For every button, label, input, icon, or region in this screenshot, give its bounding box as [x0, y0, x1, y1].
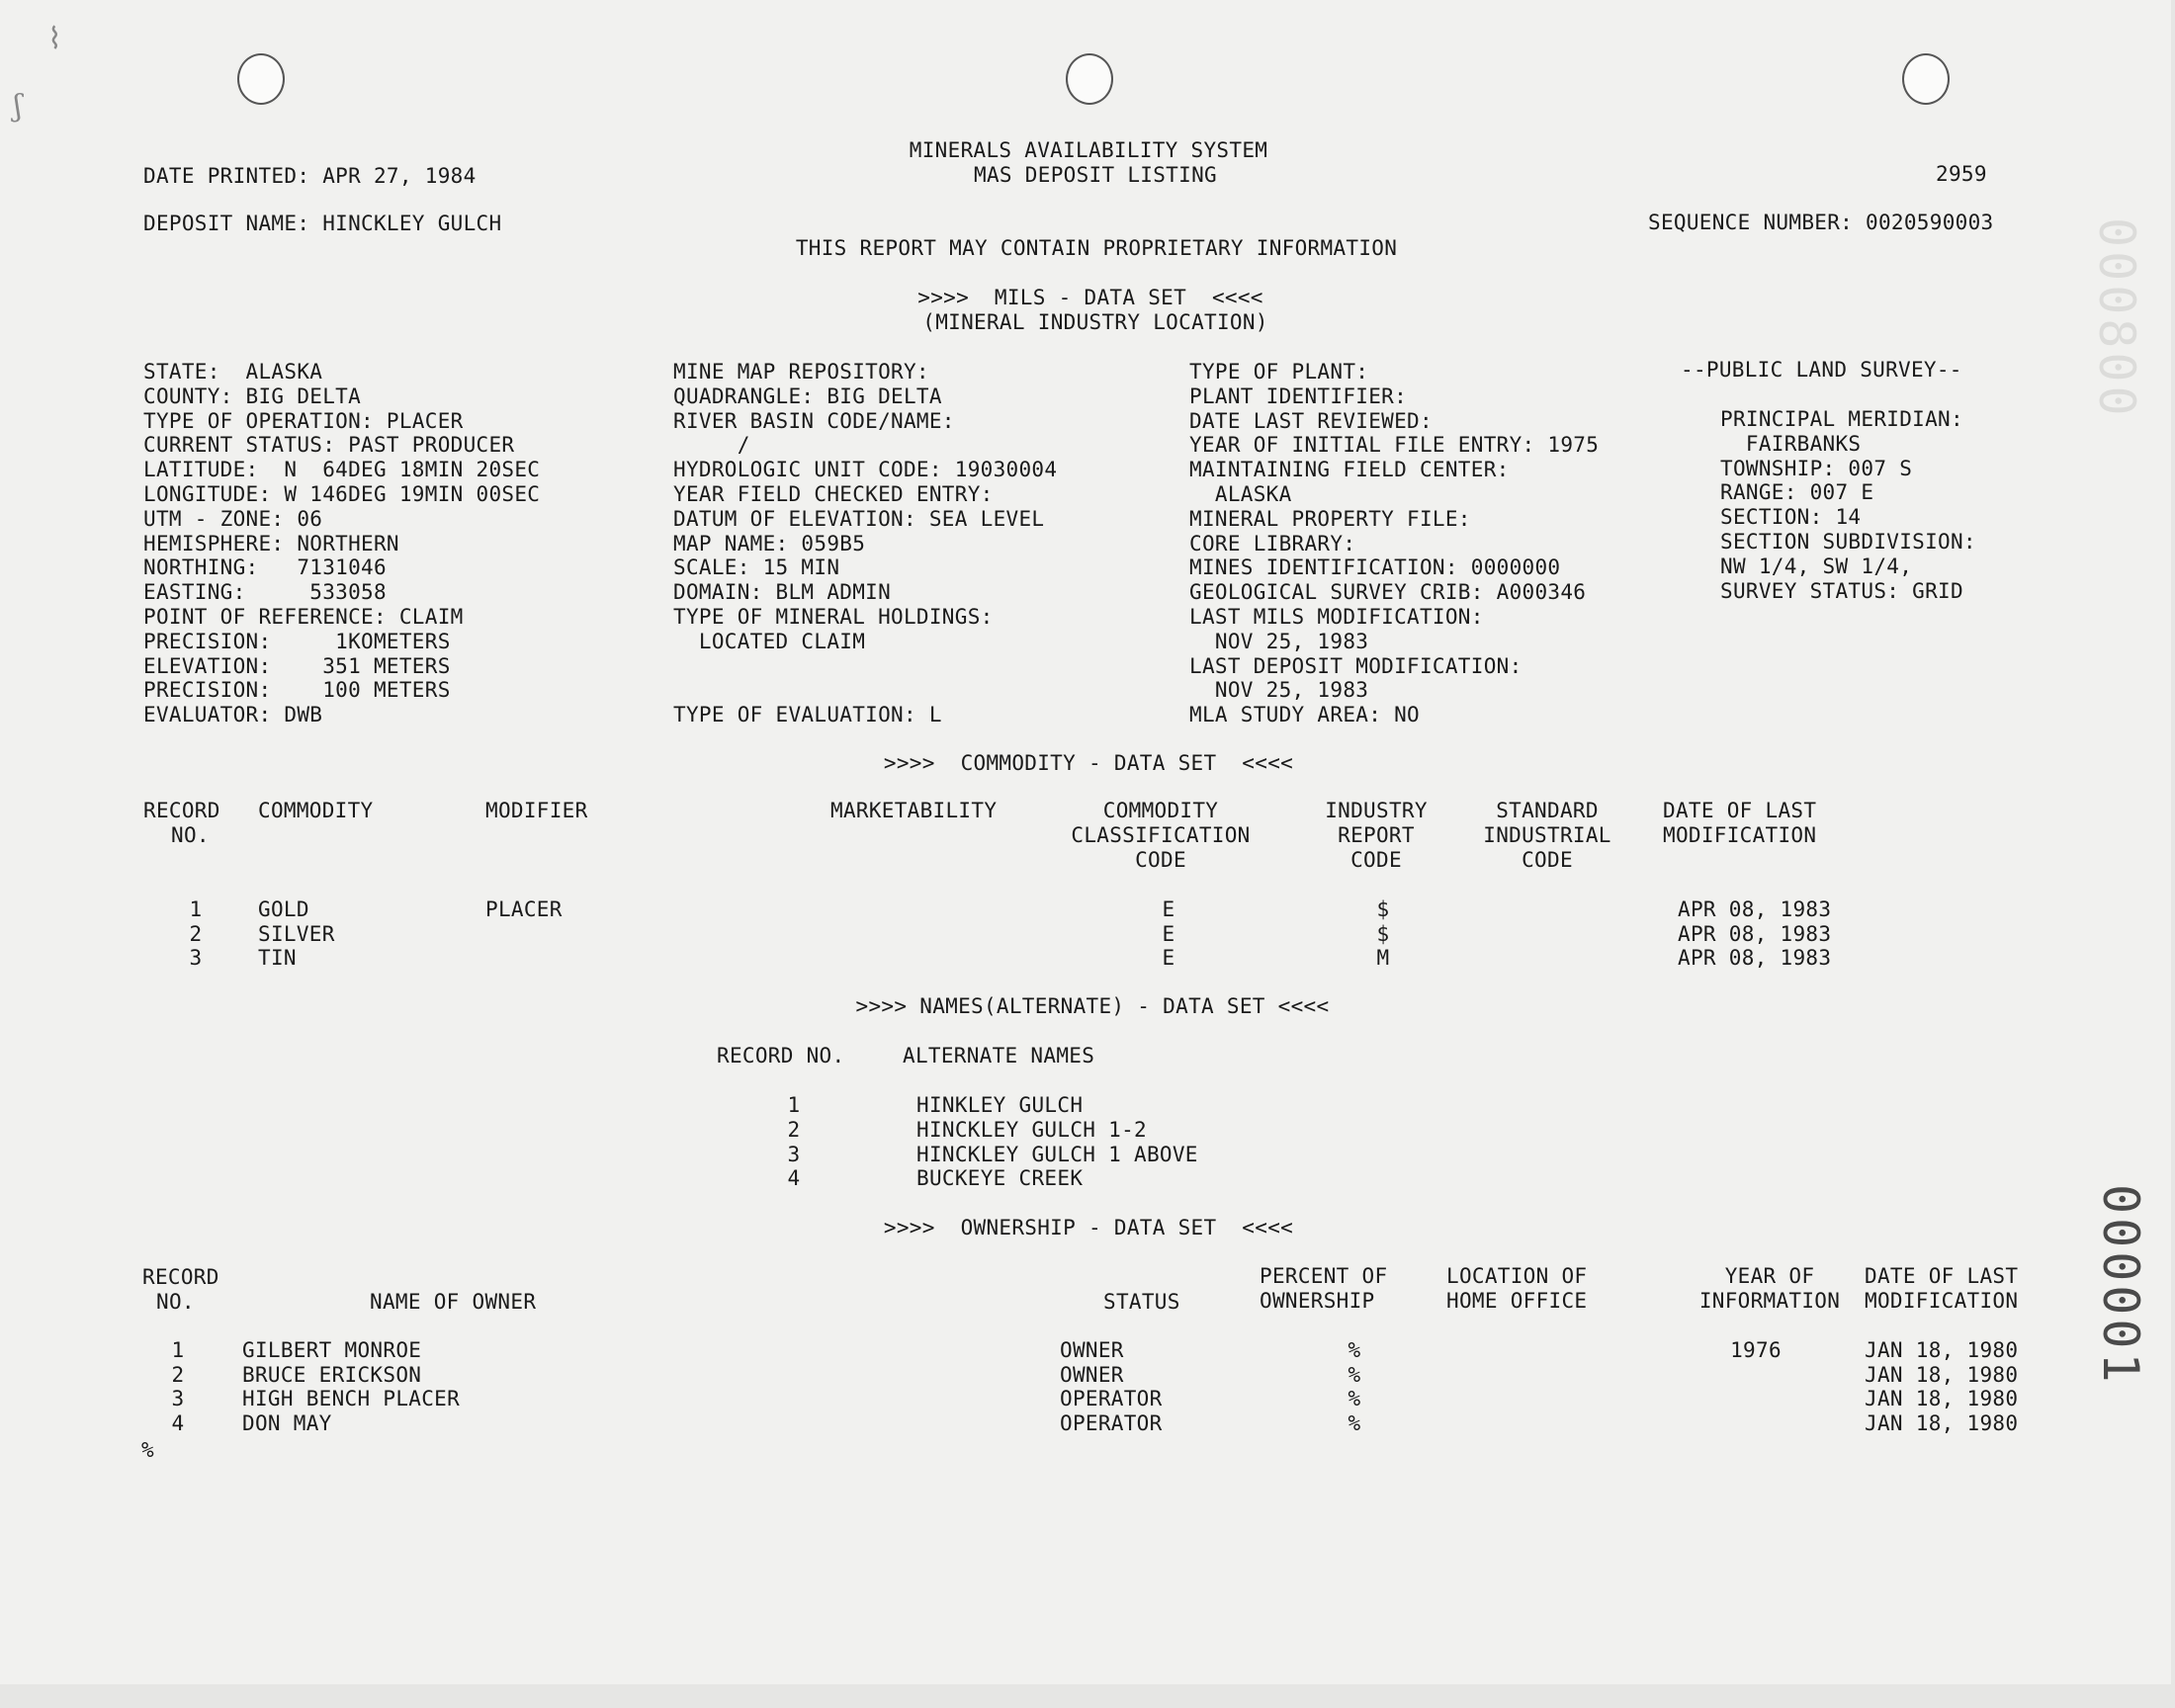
date-modified: JAN 18, 1980: [1865, 1410, 2019, 1435]
date-modified: JAN 18, 1980: [1865, 1387, 2019, 1410]
mils-field: MINE MAP REPOSITORY:: [673, 360, 929, 384]
listing-title: MAS DEPOSIT LISTING: [974, 163, 1217, 187]
survey-field: SECTION SUBDIVISION:: [1720, 530, 1976, 554]
owner-name: BRUCE ERICKSON: [242, 1362, 422, 1387]
date-modified: JAN 18, 1980: [1865, 1338, 2019, 1362]
mils-field: TYPE OF EVALUATION: L: [673, 703, 942, 726]
alternate-name: HINCKLEY GULCH 1-2: [916, 1117, 1147, 1142]
col-record-no: RECORD NO.: [717, 1044, 845, 1068]
ownership-percent: %: [1348, 1362, 1361, 1387]
mils-field: NOV 25, 1983: [1189, 678, 1369, 702]
mils-title: >>>> MILS - DATA SET <<<<: [917, 286, 1263, 309]
mils-field: LATITUDE: N 64DEG 18MIN 20SEC: [143, 458, 541, 481]
owner-status: OPERATOR: [1060, 1410, 1163, 1435]
row-number: 1: [171, 1338, 185, 1362]
classification-code: E: [1162, 921, 1175, 946]
owner-status: OPERATOR: [1060, 1387, 1163, 1410]
mils-field: GEOLOGICAL SURVEY CRIB: A000346: [1189, 580, 1587, 604]
mils-field: PRECISION: 1KOMETERS: [143, 630, 451, 653]
owner-name: DON MAY: [242, 1410, 332, 1435]
col-location: HOME OFFICE: [1446, 1289, 1588, 1313]
col-modifier: MODIFIER: [485, 799, 588, 822]
col-standard-code: STANDARD: [1496, 799, 1599, 822]
col-standard-code: INDUSTRIAL: [1483, 823, 1611, 847]
system-title: MINERALS AVAILABILITY SYSTEM: [909, 138, 1268, 162]
sequence-number: SEQUENCE NUMBER: 0020590003: [1648, 211, 1994, 234]
alternate-name: BUCKEYE CREEK: [916, 1166, 1084, 1191]
page-number: 2959: [1936, 162, 1987, 186]
margin-stamp: 000001: [2092, 1184, 2149, 1387]
mils-field: QUADRANGLE: BIG DELTA: [673, 384, 942, 408]
mils-field: DATE LAST REVIEWED:: [1189, 409, 1433, 433]
col-alternate-names: ALTERNATE NAMES: [903, 1044, 1095, 1068]
date-modified: APR 08, 1983: [1678, 897, 1832, 921]
ownership-title: >>>> OWNERSHIP - DATA SET <<<<: [883, 1216, 1294, 1239]
mils-field: MLA STUDY AREA: NO: [1189, 703, 1420, 726]
mils-field: PRECISION: 100 METERS: [143, 678, 451, 702]
col-classification: CLASSIFICATION: [1071, 823, 1251, 847]
mils-field: YEAR FIELD CHECKED ENTRY:: [673, 482, 994, 506]
commodity-modifier: PLACER: [485, 897, 563, 921]
mils-field: SCALE: 15 MIN: [673, 555, 840, 579]
ownership-percent: %: [1348, 1387, 1361, 1410]
mils-subtitle: (MINERAL INDUSTRY LOCATION): [922, 310, 1268, 334]
mils-field: TYPE OF PLANT:: [1189, 360, 1369, 384]
row-number: 2: [189, 921, 203, 946]
classification-code: E: [1162, 946, 1175, 970]
mils-field: LAST MILS MODIFICATION:: [1189, 605, 1484, 629]
mils-field: EVALUATOR: DWB: [143, 703, 323, 726]
col-date-modified: MODIFICATION: [1865, 1289, 2019, 1313]
mils-field: EASTING: 533058: [143, 580, 387, 604]
col-record: RECORD: [142, 1265, 219, 1289]
date-modified: APR 08, 1983: [1678, 946, 1832, 970]
col-industry-code: REPORT: [1338, 823, 1415, 847]
classification-code: E: [1162, 897, 1175, 921]
mils-field: LONGITUDE: W 146DEG 19MIN 00SEC: [143, 482, 541, 506]
col-industry-code: INDUSTRY: [1325, 799, 1428, 822]
mils-field: /: [673, 433, 750, 457]
col-status: STATUS: [1103, 1290, 1180, 1314]
mils-field: CURRENT STATUS: PAST PRODUCER: [143, 433, 515, 457]
row-number: 4: [171, 1410, 185, 1435]
date-printed: DATE PRINTED: APR 27, 1984: [143, 164, 477, 188]
mils-field: MAINTAINING FIELD CENTER:: [1189, 458, 1510, 481]
mils-field: NORTHING: 7131046: [143, 555, 387, 579]
industry-code: $: [1376, 897, 1390, 921]
mils-field: CORE LIBRARY:: [1189, 532, 1356, 555]
mils-field: DOMAIN: BLM ADMIN: [673, 580, 892, 604]
col-year: INFORMATION: [1698, 1289, 1841, 1313]
owner-name: HIGH BENCH PLACER: [242, 1387, 461, 1410]
survey-field: RANGE: 007 E: [1720, 480, 1874, 504]
commodity-name: GOLD: [258, 897, 309, 921]
mils-field: HEMISPHERE: NORTHERN: [143, 532, 399, 555]
mils-field: ALASKA: [1189, 482, 1292, 506]
name-record-no: 2: [787, 1117, 801, 1142]
mils-field: YEAR OF INITIAL FILE ENTRY: 1975: [1189, 433, 1600, 457]
pencil-mark-icon: ʃ: [14, 89, 23, 124]
survey-field: PRINCIPAL MERIDIAN:: [1720, 407, 1963, 431]
commodity-name: TIN: [258, 946, 297, 970]
survey-field: NW 1/4, SW 1/4,: [1720, 555, 1913, 578]
row-number: 3: [189, 946, 203, 970]
ownership-percent: %: [1348, 1338, 1361, 1362]
col-classification: COMMODITY: [1102, 799, 1219, 822]
mils-field: DATUM OF ELEVATION: SEA LEVEL: [673, 507, 1045, 531]
name-record-no: 4: [787, 1166, 801, 1191]
industry-code: $: [1376, 921, 1390, 946]
survey-field: SECTION: 14: [1720, 505, 1862, 529]
col-date-modified: DATE OF LAST: [1663, 799, 1817, 822]
row-number: 3: [171, 1387, 185, 1410]
col-year: YEAR OF: [1724, 1264, 1815, 1288]
mils-field: TYPE OF OPERATION: PLACER: [143, 409, 464, 433]
col-standard-code: CODE: [1522, 848, 1573, 872]
deposit-name: DEPOSIT NAME: HINCKLEY GULCH: [143, 212, 502, 235]
col-location: LOCATION OF: [1446, 1264, 1588, 1288]
col-classification: CODE: [1135, 848, 1186, 872]
alternate-name: HINKLEY GULCH: [916, 1093, 1084, 1117]
col-commodity: COMMODITY: [258, 799, 374, 822]
mils-field: RIVER BASIN CODE/NAME:: [673, 409, 955, 433]
industry-code: M: [1376, 946, 1390, 970]
mils-field: MINERAL PROPERTY FILE:: [1189, 507, 1471, 531]
col-marketability: MARKETABILITY: [830, 799, 998, 822]
footer-percent: %: [141, 1438, 154, 1462]
mils-field: TYPE OF MINERAL HOLDINGS:: [673, 605, 994, 629]
date-modified: APR 08, 1983: [1678, 921, 1832, 946]
year-of-information: 1976: [1730, 1338, 1782, 1362]
public-land-survey-heading: --PUBLIC LAND SURVEY--: [1681, 358, 1962, 382]
commodity-title: >>>> COMMODITY - DATA SET <<<<: [883, 751, 1294, 775]
mils-field: COUNTY: BIG DELTA: [143, 384, 362, 408]
pencil-mark-icon: ⌇: [47, 22, 62, 56]
col-date-modified: MODIFICATION: [1663, 823, 1817, 847]
proprietary-notice: THIS REPORT MAY CONTAIN PROPRIETARY INFORMATION: [795, 236, 1398, 260]
row-number: 1: [189, 897, 203, 921]
col-percent: PERCENT OF: [1260, 1264, 1388, 1288]
mils-field: LOCATED CLAIM: [673, 630, 866, 653]
survey-field: FAIRBANKS: [1720, 432, 1862, 456]
col-percent: OWNERSHIP: [1260, 1289, 1375, 1313]
mils-field: UTM - ZONE: 06: [143, 507, 323, 531]
owner-name: GILBERT MONROE: [242, 1338, 422, 1362]
owner-status: OWNER: [1060, 1362, 1124, 1387]
col-industry-code: CODE: [1350, 848, 1402, 872]
mils-field: NOV 25, 1983: [1189, 630, 1369, 653]
col-record: RECORD: [143, 799, 220, 822]
mils-field: STATE: ALASKA: [143, 360, 323, 384]
owner-status: OWNER: [1060, 1338, 1124, 1362]
date-modified: JAN 18, 1980: [1865, 1362, 2019, 1387]
punch-hole-right: [1902, 53, 1950, 105]
col-no: NO.: [171, 823, 210, 847]
mils-field: PLANT IDENTIFIER:: [1189, 384, 1408, 408]
survey-field: TOWNSHIP: 007 S: [1720, 457, 1913, 480]
col-name-of-owner: NAME OF OWNER: [370, 1290, 537, 1314]
name-record-no: 1: [787, 1093, 801, 1117]
names-title: >>>> NAMES(ALTERNATE) - DATA SET <<<<: [855, 994, 1330, 1018]
mils-field: HYDROLOGIC UNIT CODE: 19030004: [673, 458, 1058, 481]
mils-field: POINT OF REFERENCE: CLAIM: [143, 605, 464, 629]
punch-hole-center: [1066, 53, 1113, 105]
survey-field: SURVEY STATUS: GRID: [1720, 579, 1963, 603]
alternate-name: HINCKLEY GULCH 1 ABOVE: [916, 1142, 1198, 1166]
name-record-no: 3: [787, 1142, 801, 1166]
mils-field: LAST DEPOSIT MODIFICATION:: [1189, 654, 1522, 678]
col-no: NO.: [156, 1290, 195, 1314]
mils-field: MINES IDENTIFICATION: 0000000: [1189, 555, 1561, 579]
faint-margin-stamp: 000800: [2088, 217, 2145, 420]
mils-field: MAP NAME: 059B5: [673, 532, 866, 555]
commodity-name: SILVER: [258, 921, 335, 946]
col-date-modified: DATE OF LAST: [1865, 1264, 2019, 1288]
punch-hole-left: [237, 53, 285, 105]
mils-field: ELEVATION: 351 METERS: [143, 654, 451, 678]
ownership-percent: %: [1348, 1410, 1361, 1435]
row-number: 2: [171, 1362, 185, 1387]
